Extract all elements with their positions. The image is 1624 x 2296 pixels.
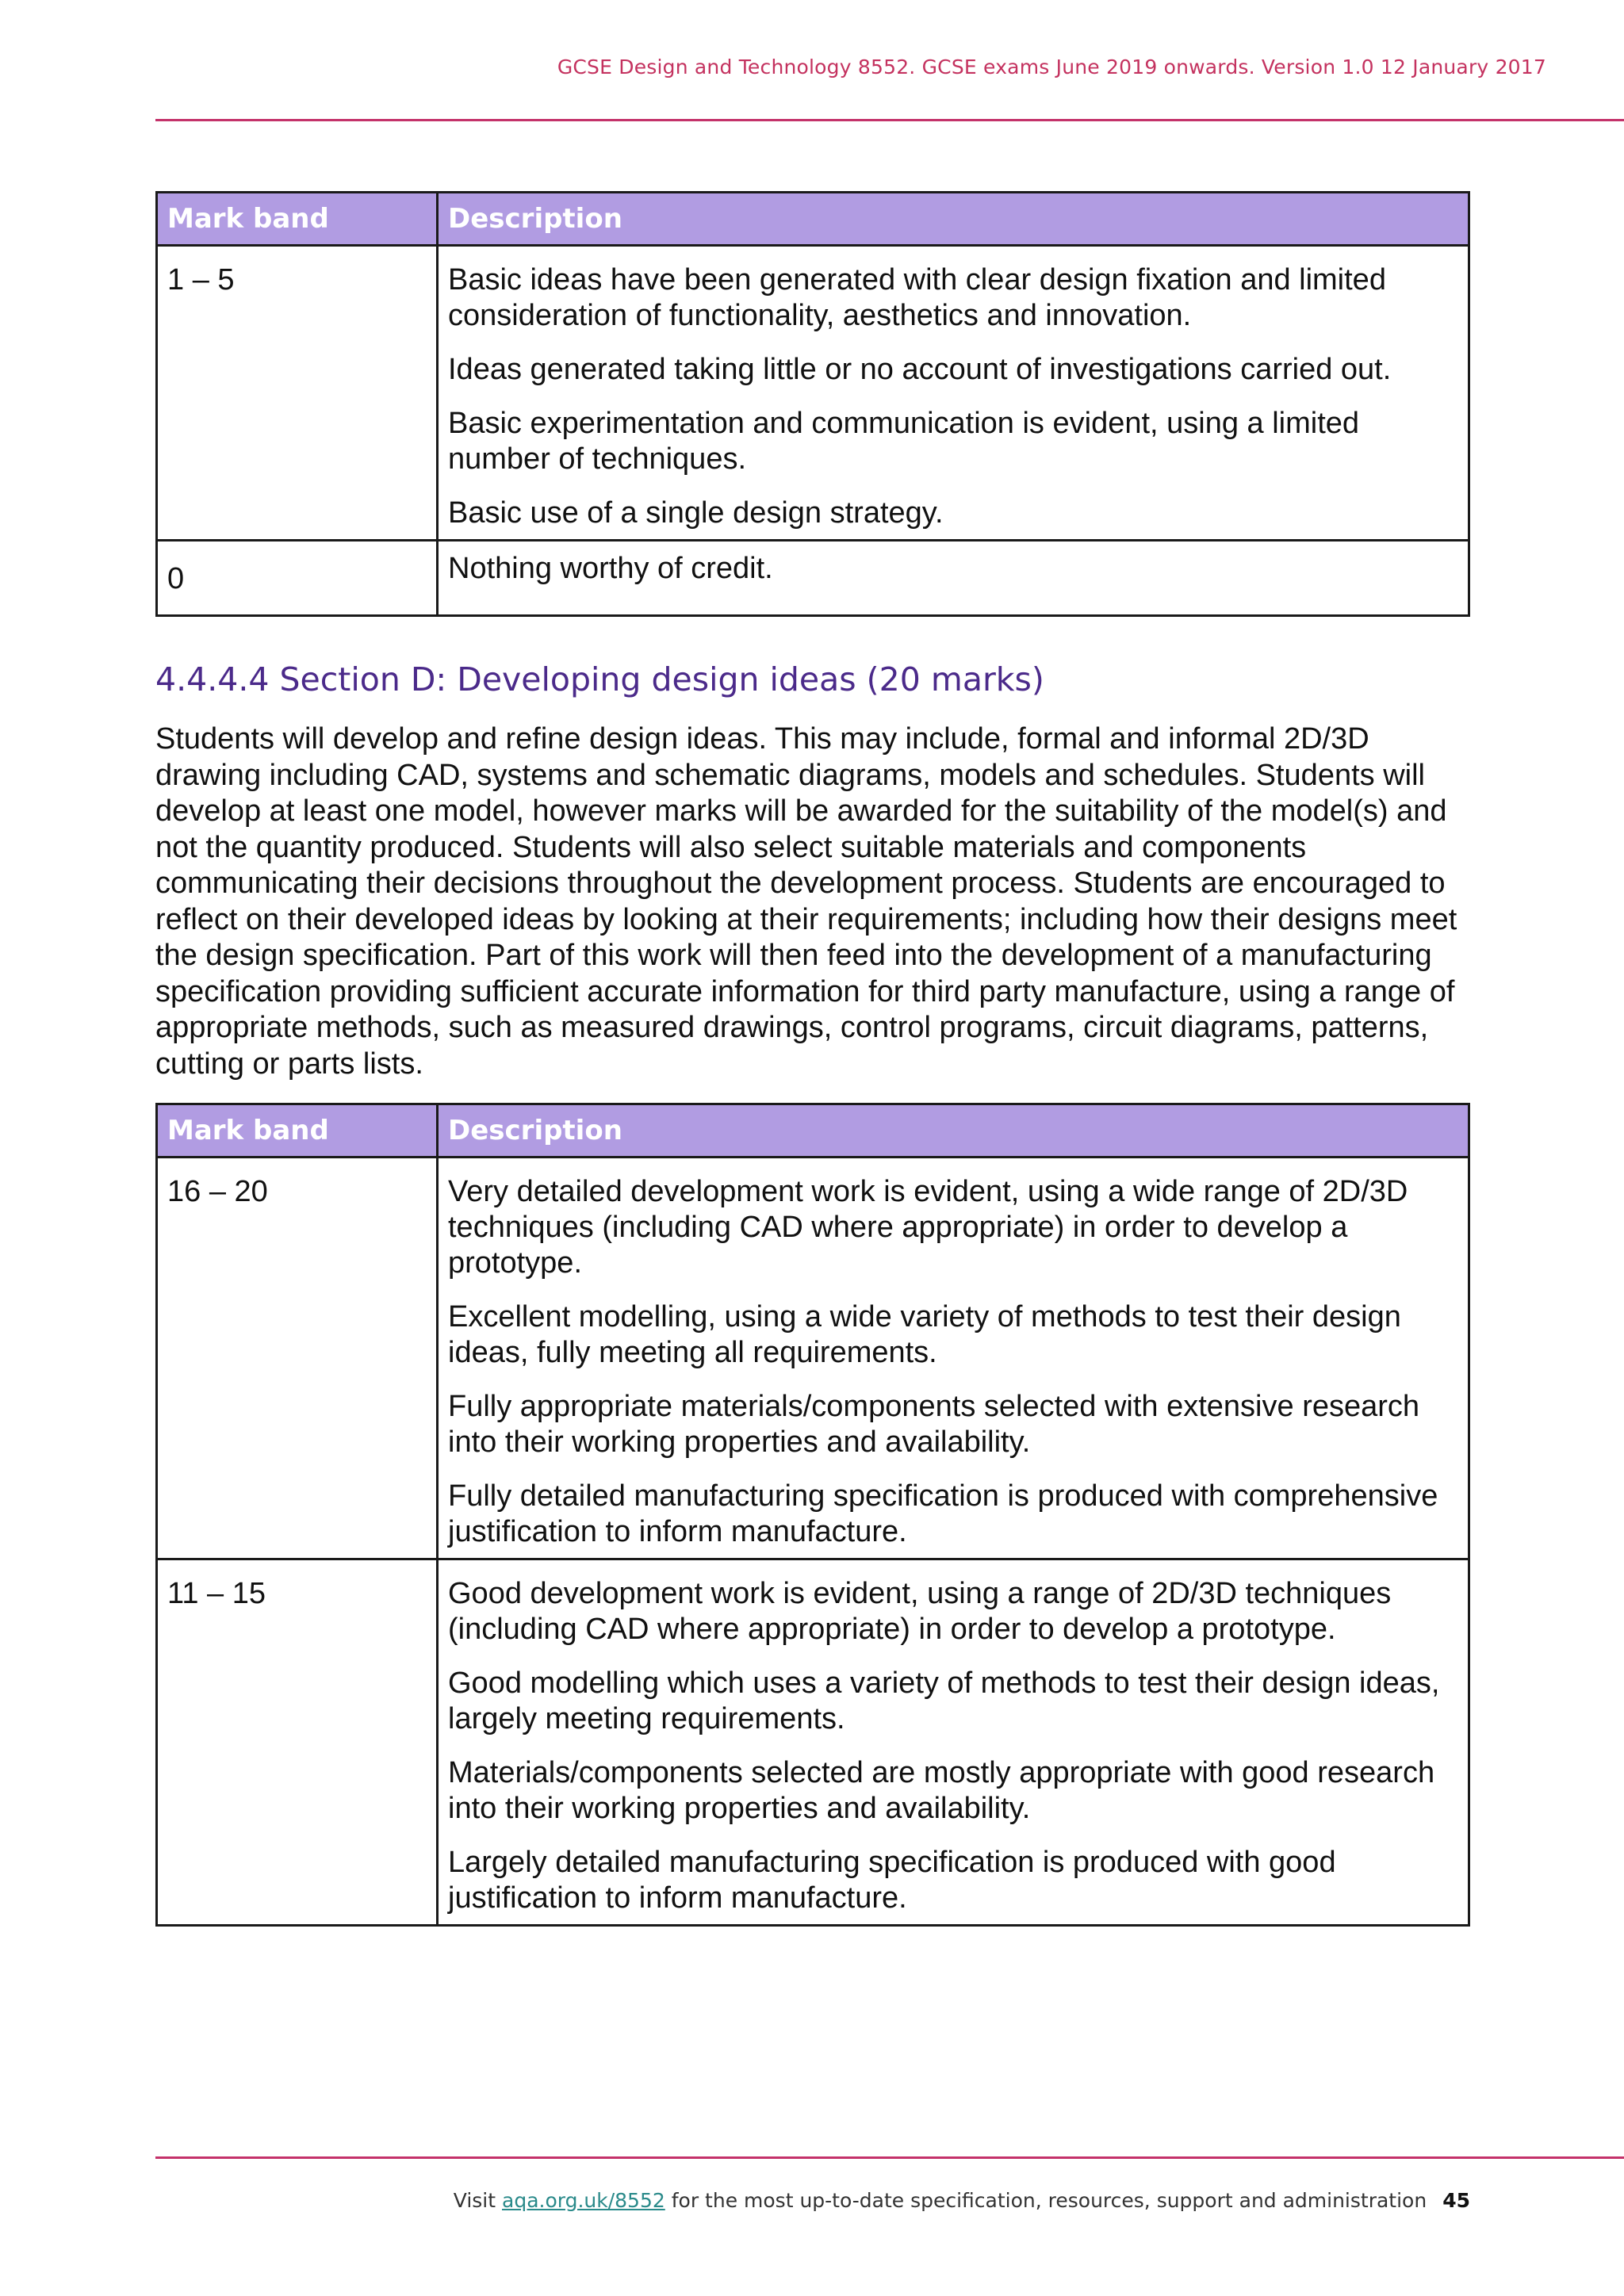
mark-band-cell: 16 – 20: [157, 1158, 438, 1559]
description-paragraph: Fully detailed manufacturing specification is produced with comprehensive justification to inform manufacture.: [448, 1479, 1438, 1548]
header-divider: [155, 119, 1624, 121]
page-number: 45: [1442, 2189, 1470, 2212]
mark-band-cell: 0: [157, 541, 438, 616]
description-cell: [438, 541, 1469, 616]
column-header-description: Description: [438, 1104, 1469, 1158]
section-body-text: Students will develop and refine design ideas. This may include, formal and informal 2D/3D drawing including CAD, systems and schematic diagrams, models and schedules. Students will develop at least one model, however marks will be awarded for the suitability of the model(s) and not the quantity produced. Students will also select suitable materials and components communicating their decisions throughout the development process. Students are encouraged to reflect on their developed ideas by looking at their requirements; including how their designs meet the design specification. Part of this work will then feed into the development of a manufacturing specification providing sufficient accurate information for third party manufacture, using a range of appropriate methods, such as measured drawings, control programs, circuit diagrams, patterns, cutting or parts lists.: [155, 722, 1457, 1081]
footer-divider: [155, 2156, 1624, 2159]
column-header-mark-band: Mark band: [157, 193, 438, 246]
description-paragraph: Nothing worthy of credit.: [448, 552, 773, 585]
mark-band-cell: 1 – 5: [157, 246, 438, 541]
section-heading: 4.4.4.4 Section D: Developing design ideas (20 marks): [155, 660, 1044, 698]
table-row: [157, 1158, 1469, 1559]
footer-prefix: Visit: [453, 2189, 502, 2212]
description-cell: [438, 1158, 1469, 1559]
description-paragraph: Excellent modelling, using a wide variety of methods to test their design ideas, fully meeting all requirements.: [448, 1300, 1401, 1369]
description-paragraph: Basic use of a single design strategy.: [448, 496, 944, 530]
mark-band-table-section-d: [155, 1103, 1470, 1927]
header-title: GCSE Design and Technology 8552. GCSE exams June 2019 onwards. Version 1.0 12 January 2017: [557, 55, 1546, 78]
mark-band-cell: 11 – 15: [157, 1559, 438, 1926]
table-row: [157, 246, 1469, 541]
description-paragraph: Basic experimentation and communication is evident, using a limited number of techniques.: [448, 407, 1360, 476]
page-header: [0, 0, 1624, 122]
footer-suffix: for the most up-to-date specification, resources, support and administration: [665, 2189, 1427, 2212]
description-paragraph: Basic ideas have been generated with clear design fixation and limited consideration of functionality, aesthetics and innovation.: [448, 263, 1386, 332]
footer-link[interactable]: aqa.org.uk/8552: [502, 2189, 665, 2212]
description-cell: [438, 1559, 1469, 1926]
column-header-mark-band: Mark band: [157, 1104, 438, 1158]
description-paragraph: Very detailed development work is evident, using a wide range of 2D/3D techniques (including CAD where appropriate) in order to develop a prototype.: [448, 1175, 1408, 1280]
description-paragraph: Largely detailed manufacturing specification is produced with good justification to inform manufacture.: [448, 1846, 1336, 1915]
table-row: [157, 1559, 1469, 1926]
table-header-row: [157, 1104, 1469, 1158]
table-row: [157, 541, 1469, 616]
description-paragraph: Materials/components selected are mostly appropriate with good research into their working properties and availability.: [448, 1756, 1435, 1825]
column-header-description: Description: [438, 193, 1469, 246]
description-paragraph: Ideas generated taking little or no account of investigations carried out.: [448, 353, 1392, 386]
description-paragraph: Good modelling which uses a variety of methods to test their design ideas, largely meeting requirements.: [448, 1667, 1440, 1735]
mark-band-table-previous-section: [155, 191, 1470, 617]
description-cell: [438, 246, 1469, 541]
footer: [454, 2189, 1470, 2212]
table-header-row: [157, 193, 1469, 246]
description-paragraph: Fully appropriate materials/components selected with extensive research into their working properties and availability.: [448, 1390, 1420, 1459]
description-paragraph: Good development work is evident, using a range of 2D/3D techniques (including CAD where appropriate) in order to develop a prototype.: [448, 1577, 1392, 1646]
